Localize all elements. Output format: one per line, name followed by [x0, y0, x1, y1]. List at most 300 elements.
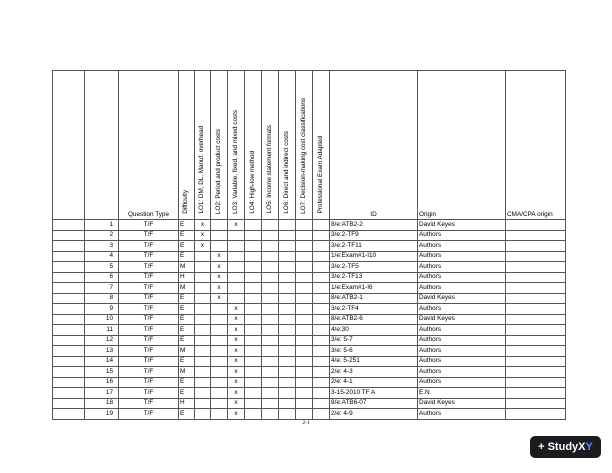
row-number: 4: [85, 251, 119, 262]
blank-cell: [53, 367, 85, 378]
id-cell: 3/e:2-TF4: [330, 304, 418, 315]
lo7-mark: [296, 293, 313, 304]
lo6-mark: [279, 346, 296, 357]
id-cell: 3-15-2010 TF A: [330, 388, 418, 399]
row-number: 17: [85, 388, 119, 399]
lo6-header: LO6: Direct and indirect costs: [279, 71, 296, 220]
professional-exam-cell: [313, 398, 330, 409]
lo2-mark: [211, 377, 228, 388]
lo4-mark: [245, 283, 262, 294]
lo7-mark: [296, 283, 313, 294]
lo2-mark: x: [211, 293, 228, 304]
id-cell: 8/e:ATB6-07: [330, 398, 418, 409]
question-type-cell: T/F: [119, 367, 179, 378]
professional-exam-cell: [313, 272, 330, 283]
blank-cell: [53, 335, 85, 346]
difficulty-cell: E: [179, 293, 195, 304]
lo7-mark: [296, 251, 313, 262]
professional-exam-cell: [313, 314, 330, 325]
lo1-mark: [195, 325, 211, 336]
lo7-mark: [296, 314, 313, 325]
difficulty-cell: M: [179, 346, 195, 357]
table-row: [53, 388, 566, 399]
origin-cell: Authors: [418, 367, 506, 378]
origin-cell: Authors: [418, 409, 506, 420]
cma-cpa-origin-cell: [506, 262, 566, 273]
cma-cpa-origin-cell: [506, 230, 566, 241]
difficulty-cell: M: [179, 367, 195, 378]
lo7-mark: [296, 388, 313, 399]
lo3-mark: [228, 230, 245, 241]
professional-exam-cell: [313, 241, 330, 252]
lo3-mark: x: [228, 367, 245, 378]
lo1-header: LO1: DM, DL, Manuf. overhead: [195, 71, 211, 220]
cma-cpa-origin-header: CMA/CPA origin: [506, 71, 566, 220]
lo1-mark: [195, 314, 211, 325]
cma-cpa-origin-cell: [506, 283, 566, 294]
difficulty-cell: E: [179, 230, 195, 241]
lo3-mark: x: [228, 346, 245, 357]
origin-cell: Authors: [418, 272, 506, 283]
lo1-mark: [195, 388, 211, 399]
row-number: 5: [85, 262, 119, 273]
origin-cell: David Keyes: [418, 314, 506, 325]
plus-icon: +: [538, 440, 545, 453]
lo5-mark: [262, 314, 279, 325]
lo7-mark: [296, 262, 313, 273]
lo6-mark: [279, 272, 296, 283]
cma-cpa-origin-cell: [506, 314, 566, 325]
row-number: 18: [85, 398, 119, 409]
cma-cpa-origin-cell: [506, 409, 566, 420]
id-cell: 1/e:Exam#1-I6: [330, 283, 418, 294]
id-cell: 4/e: 5-251: [330, 356, 418, 367]
lo6-mark: [279, 241, 296, 252]
difficulty-cell: M: [179, 283, 195, 294]
origin-cell: Authors: [418, 230, 506, 241]
table-row: [53, 230, 566, 241]
lo6-mark: [279, 335, 296, 346]
lo6-mark: [279, 377, 296, 388]
table-body: [53, 220, 566, 420]
row-number: 16: [85, 377, 119, 388]
id-cell: 8/e:ATB2-6: [330, 314, 418, 325]
lo2-mark: [211, 220, 228, 231]
lo7-mark: [296, 304, 313, 315]
blank-cell: [53, 325, 85, 336]
difficulty-cell: E: [179, 220, 195, 231]
row-number: 2: [85, 230, 119, 241]
lo6-mark: [279, 304, 296, 315]
origin-cell: E.N.: [418, 388, 506, 399]
question-type-cell: T/F: [119, 335, 179, 346]
lo1-mark: [195, 293, 211, 304]
id-cell: 3/e:2-TF11: [330, 241, 418, 252]
brand-text: StudyXY: [547, 441, 593, 453]
table-row: [53, 251, 566, 262]
blank-cell: [53, 283, 85, 294]
page-number: 2-1: [302, 420, 310, 426]
lo5-mark: [262, 283, 279, 294]
row-number: 19: [85, 409, 119, 420]
origin-cell: David Keyes: [418, 220, 506, 231]
table-row: [53, 262, 566, 273]
lo2-mark: [211, 325, 228, 336]
origin-cell: Authors: [418, 283, 506, 294]
lo7-mark: [296, 377, 313, 388]
origin-cell: Authors: [418, 346, 506, 357]
lo4-mark: [245, 325, 262, 336]
question-type-cell: T/F: [119, 262, 179, 273]
cma-cpa-origin-cell: [506, 272, 566, 283]
professional-exam-cell: [313, 251, 330, 262]
cma-cpa-origin-cell: [506, 346, 566, 357]
lo4-mark: [245, 251, 262, 262]
question-type-cell: T/F: [119, 398, 179, 409]
blank-cell: [53, 388, 85, 399]
id-header: ID: [330, 71, 418, 220]
lo4-mark: [245, 220, 262, 231]
lo1-mark: [195, 335, 211, 346]
table-row: [53, 356, 566, 367]
id-cell: 8/e:ATB2-2: [330, 220, 418, 231]
question-type-cell: T/F: [119, 356, 179, 367]
id-cell: 2/e: 4-3: [330, 367, 418, 378]
professional-exam-cell: [313, 325, 330, 336]
lo2-mark: [211, 230, 228, 241]
lo1-mark: [195, 251, 211, 262]
lo4-mark: [245, 356, 262, 367]
lo1-mark: [195, 272, 211, 283]
lo5-mark: [262, 220, 279, 231]
difficulty-header: Difficulty: [179, 71, 195, 220]
row-number: 9: [85, 304, 119, 315]
blank-cell: [53, 304, 85, 315]
lo1-mark: [195, 283, 211, 294]
id-cell: 3/e:2-TF5: [330, 262, 418, 273]
lo4-mark: [245, 377, 262, 388]
professional-exam-cell: [313, 220, 330, 231]
id-cell: 3/e:2-TF13: [330, 272, 418, 283]
blank-cell: [53, 409, 85, 420]
origin-cell: Authors: [418, 262, 506, 273]
blank-cell: [53, 230, 85, 241]
table-row: [53, 325, 566, 336]
origin-cell: David Keyes: [418, 398, 506, 409]
difficulty-cell: M: [179, 262, 195, 273]
difficulty-cell: E: [179, 241, 195, 252]
difficulty-cell: E: [179, 335, 195, 346]
lo4-header: LO4: High-low method: [245, 71, 262, 220]
id-cell: 3/e: 5-6: [330, 346, 418, 357]
origin-cell: Authors: [418, 356, 506, 367]
table-row: [53, 304, 566, 315]
question-type-cell: T/F: [119, 241, 179, 252]
cma-cpa-origin-cell: [506, 220, 566, 231]
lo3-mark: x: [228, 388, 245, 399]
table-row: [53, 346, 566, 357]
lo3-mark: x: [228, 335, 245, 346]
difficulty-cell: E: [179, 388, 195, 399]
lo3-mark: x: [228, 377, 245, 388]
cma-cpa-origin-cell: [506, 356, 566, 367]
lo2-mark: [211, 367, 228, 378]
difficulty-cell: E: [179, 314, 195, 325]
origin-cell: Authors: [418, 251, 506, 262]
cma-cpa-origin-cell: [506, 335, 566, 346]
lo2-mark: [211, 304, 228, 315]
professional-exam-cell: [313, 283, 330, 294]
cma-cpa-origin-cell: [506, 398, 566, 409]
lo3-mark: [228, 272, 245, 283]
studyxy-logo[interactable]: [530, 436, 601, 458]
lo6-mark: [279, 220, 296, 231]
professional-exam-cell: [313, 293, 330, 304]
lo7-mark: [296, 398, 313, 409]
lo3-mark: [228, 241, 245, 252]
row-number: 3: [85, 241, 119, 252]
lo6-mark: [279, 293, 296, 304]
professional-exam-cell: [313, 356, 330, 367]
lo6-mark: [279, 409, 296, 420]
origin-cell: Authors: [418, 325, 506, 336]
lo7-mark: [296, 220, 313, 231]
row-number: 8: [85, 293, 119, 304]
id-cell: 2/e: 4-1: [330, 377, 418, 388]
cma-cpa-origin-cell: [506, 325, 566, 336]
cma-cpa-origin-cell: [506, 377, 566, 388]
lo4-mark: [245, 335, 262, 346]
lo4-mark: [245, 367, 262, 378]
professional-exam-cell: [313, 409, 330, 420]
question-bank-table: [52, 70, 566, 420]
lo4-mark: [245, 272, 262, 283]
blank-cell: [53, 241, 85, 252]
blank-cell: [53, 346, 85, 357]
lo1-mark: x: [195, 220, 211, 231]
lo7-mark: [296, 335, 313, 346]
table-row: [53, 220, 566, 231]
origin-cell: Authors: [418, 304, 506, 315]
lo4-mark: [245, 293, 262, 304]
professional-exam-cell: [313, 262, 330, 273]
lo2-mark: x: [211, 262, 228, 273]
id-cell: 4/e:30: [330, 325, 418, 336]
lo4-mark: [245, 241, 262, 252]
lo1-mark: [195, 367, 211, 378]
difficulty-cell: E: [179, 304, 195, 315]
lo1-mark: x: [195, 230, 211, 241]
difficulty-cell: H: [179, 272, 195, 283]
lo3-mark: [228, 251, 245, 262]
row-number: 15: [85, 367, 119, 378]
row-number: 11: [85, 325, 119, 336]
lo2-mark: [211, 388, 228, 399]
lo3-mark: x: [228, 220, 245, 231]
lo5-mark: [262, 304, 279, 315]
table-row: [53, 335, 566, 346]
cma-cpa-origin-cell: [506, 293, 566, 304]
id-cell: 1/e:Exam#1-I10: [330, 251, 418, 262]
header-row: [53, 71, 566, 220]
cma-cpa-origin-cell: [506, 251, 566, 262]
lo5-mark: [262, 367, 279, 378]
question-type-cell: T/F: [119, 272, 179, 283]
lo7-header: LO7: Decision-making cost classifications: [296, 71, 313, 220]
row-number: 1: [85, 220, 119, 231]
lo4-mark: [245, 346, 262, 357]
lo6-mark: [279, 388, 296, 399]
lo2-mark: [211, 241, 228, 252]
row-number: 14: [85, 356, 119, 367]
cma-cpa-origin-cell: [506, 304, 566, 315]
lo5-header: LO5: Income statement formats: [262, 71, 279, 220]
lo2-mark: x: [211, 251, 228, 262]
lo3-mark: x: [228, 409, 245, 420]
lo2-mark: x: [211, 272, 228, 283]
row-number: 6: [85, 272, 119, 283]
lo6-mark: [279, 314, 296, 325]
question-type-cell: T/F: [119, 220, 179, 231]
lo2-mark: [211, 409, 228, 420]
lo5-mark: [262, 230, 279, 241]
table-row: [53, 409, 566, 420]
lo6-mark: [279, 398, 296, 409]
lo6-mark: [279, 356, 296, 367]
lo3-header: LO3: Variable, fixed, and mixed costs: [228, 71, 245, 220]
professional-exam-cell: [313, 230, 330, 241]
lo3-mark: x: [228, 325, 245, 336]
lo5-mark: [262, 409, 279, 420]
professional-exam-cell: [313, 346, 330, 357]
blank-cell: [53, 314, 85, 325]
blank-cell: [53, 262, 85, 273]
difficulty-cell: E: [179, 409, 195, 420]
lo3-mark: x: [228, 356, 245, 367]
lo7-mark: [296, 409, 313, 420]
cma-cpa-origin-cell: [506, 241, 566, 252]
question-type-cell: T/F: [119, 230, 179, 241]
id-cell: 2/e: 4-9: [330, 409, 418, 420]
id-cell: 3/e:2-TF9: [330, 230, 418, 241]
lo5-mark: [262, 241, 279, 252]
row-number: 13: [85, 346, 119, 357]
professional-exam-cell: [313, 304, 330, 315]
question-type-cell: T/F: [119, 304, 179, 315]
lo6-mark: [279, 283, 296, 294]
professional-exam-cell: [313, 335, 330, 346]
lo7-mark: [296, 272, 313, 283]
lo2-mark: x: [211, 283, 228, 294]
origin-cell: Authors: [418, 377, 506, 388]
question-type-cell: T/F: [119, 314, 179, 325]
lo5-mark: [262, 251, 279, 262]
lo4-mark: [245, 409, 262, 420]
difficulty-cell: E: [179, 377, 195, 388]
lo7-mark: [296, 367, 313, 378]
table-row: [53, 293, 566, 304]
question-type-cell: T/F: [119, 325, 179, 336]
lo7-mark: [296, 325, 313, 336]
question-type-cell: T/F: [119, 388, 179, 399]
lo6-mark: [279, 251, 296, 262]
lo1-mark: [195, 398, 211, 409]
professional-exam-header: Professional Exam Adapted: [313, 71, 330, 220]
row-number: 10: [85, 314, 119, 325]
lo2-header: LO2: Period and product costs: [211, 71, 228, 220]
lo5-mark: [262, 356, 279, 367]
lo4-mark: [245, 398, 262, 409]
lo1-mark: [195, 377, 211, 388]
id-cell: 3/e: 5-7: [330, 335, 418, 346]
table-row: [53, 314, 566, 325]
table-row: [53, 367, 566, 378]
blank-cell: [53, 293, 85, 304]
blank-header: [53, 71, 85, 220]
difficulty-cell: E: [179, 251, 195, 262]
lo6-mark: [279, 230, 296, 241]
origin-header: Origin: [418, 71, 506, 220]
table-row: [53, 377, 566, 388]
lo1-mark: x: [195, 241, 211, 252]
lo4-mark: [245, 262, 262, 273]
lo1-mark: [195, 409, 211, 420]
lo5-mark: [262, 398, 279, 409]
lo4-mark: [245, 314, 262, 325]
lo3-mark: [228, 293, 245, 304]
professional-exam-cell: [313, 377, 330, 388]
lo2-mark: [211, 314, 228, 325]
question-type-cell: T/F: [119, 293, 179, 304]
id-cell: 8/e:ATB2-1: [330, 293, 418, 304]
table-row: [53, 283, 566, 294]
lo7-mark: [296, 346, 313, 357]
table-row: [53, 241, 566, 252]
difficulty-cell: E: [179, 325, 195, 336]
blank-cell: [53, 377, 85, 388]
table-row: [53, 272, 566, 283]
origin-cell: Authors: [418, 335, 506, 346]
lo6-mark: [279, 325, 296, 336]
lo1-mark: [195, 262, 211, 273]
difficulty-cell: H: [179, 398, 195, 409]
number-header: [85, 71, 119, 220]
lo2-mark: [211, 398, 228, 409]
table-row: [53, 398, 566, 409]
difficulty-cell: E: [179, 356, 195, 367]
lo6-mark: [279, 367, 296, 378]
question-type-cell: T/F: [119, 409, 179, 420]
lo3-mark: x: [228, 398, 245, 409]
lo1-mark: [195, 346, 211, 357]
blank-cell: [53, 272, 85, 283]
blank-cell: [53, 251, 85, 262]
question-type-cell: T/F: [119, 346, 179, 357]
lo5-mark: [262, 293, 279, 304]
blank-cell: [53, 220, 85, 231]
cma-cpa-origin-cell: [506, 367, 566, 378]
lo2-mark: [211, 356, 228, 367]
lo4-mark: [245, 304, 262, 315]
lo1-mark: [195, 304, 211, 315]
cma-cpa-origin-cell: [506, 388, 566, 399]
lo3-mark: x: [228, 304, 245, 315]
professional-exam-cell: [313, 367, 330, 378]
lo5-mark: [262, 346, 279, 357]
question-type-header: Question Type: [119, 71, 179, 220]
lo4-mark: [245, 230, 262, 241]
lo7-mark: [296, 230, 313, 241]
